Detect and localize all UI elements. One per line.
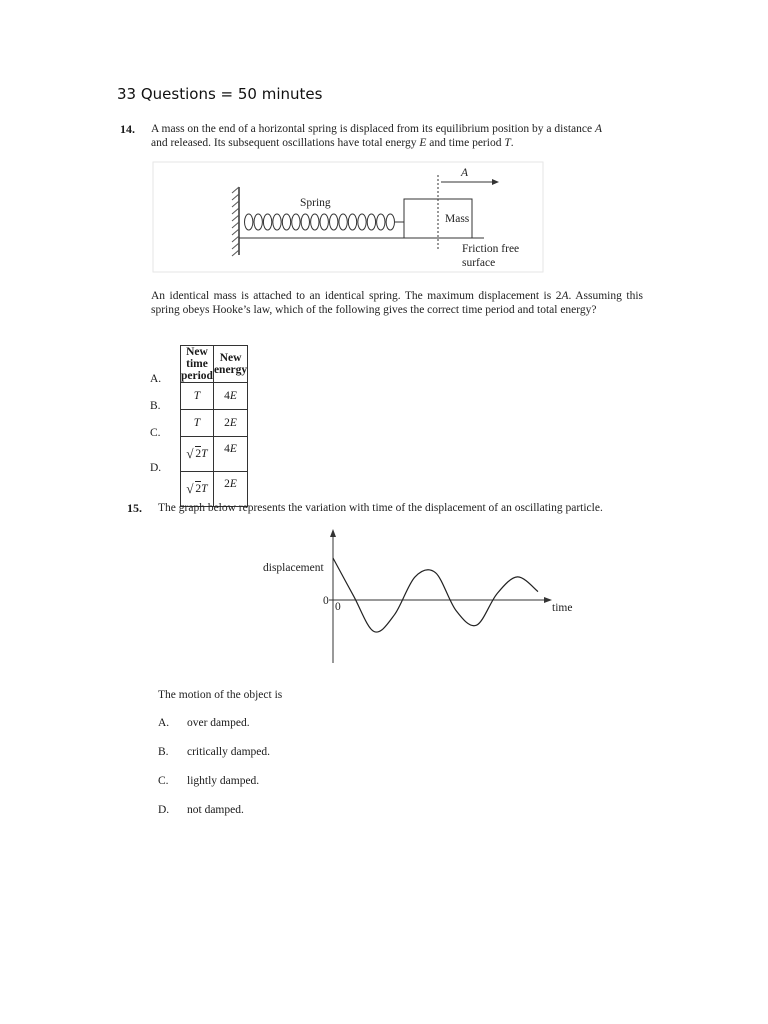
wall-icon — [232, 187, 239, 256]
q14-line2a: and released. Its subsequent oscillations have total energy — [151, 137, 420, 149]
spring-coil — [367, 214, 375, 230]
arrow-label: A — [461, 167, 469, 179]
spring-coil — [358, 214, 366, 230]
origin-y-label: 0 — [323, 595, 329, 607]
choice-text-a[interactable]: over damped. — [187, 717, 250, 729]
choice-letter-b: B. — [158, 746, 169, 758]
spring-coil — [330, 214, 338, 230]
table-row[interactable]: T 4E — [181, 383, 248, 410]
q14-var-a: A — [594, 123, 602, 135]
arrow-head-icon — [492, 179, 499, 185]
spring-coil — [254, 214, 262, 230]
option-letter-d: D. — [150, 462, 162, 474]
question-15-number: 15. — [127, 501, 142, 515]
table-row[interactable]: √ 2T 4E — [181, 437, 248, 472]
spring-coil — [320, 214, 328, 230]
choice-text-d[interactable]: not damped. — [187, 804, 244, 816]
choice-text-b[interactable]: critically damped. — [187, 746, 271, 758]
table-header-energy: New energy — [213, 346, 247, 383]
spring-coil — [339, 214, 347, 230]
displacement-time-graph — [255, 525, 585, 670]
table-row[interactable]: T 2E — [181, 410, 248, 437]
origin-x-label: 0 — [335, 601, 341, 613]
spring-coil — [263, 214, 271, 230]
spring-coil — [377, 214, 385, 230]
question-14-number: 14. — [120, 122, 135, 136]
question-14-text — [151, 122, 646, 150]
spring-coil — [273, 214, 281, 230]
choice-letter-d: D. — [158, 804, 170, 816]
spring-coil — [301, 214, 309, 230]
x-axis-arrow-icon — [544, 597, 552, 603]
question-14-paragraph: An identical mass is attached to an identical spring. The maximum displacement is 2A. Assuming this spring obeys Hooke’s law, which of the following gives the correct time period and total energy? — [151, 290, 643, 316]
surface-label-1: Friction free — [462, 243, 520, 255]
series-line — [333, 558, 538, 632]
option-letter-a: A. — [150, 373, 162, 385]
q14-line1: A mass on the end of a horizontal spring is displaced from its equilibrium position by a distance — [151, 123, 595, 135]
question-15-text: The graph below represents the variation with time of the displacement of an oscillating particle. — [158, 502, 603, 514]
table-header-period: New time period — [181, 346, 213, 382]
q14-var-t: T — [504, 137, 511, 149]
surface-label-2: surface — [462, 257, 496, 269]
spring-coil — [245, 214, 253, 230]
q14-line2b: and time period — [426, 137, 505, 149]
spring-coil — [282, 214, 290, 230]
choice-text-c[interactable]: lightly damped. — [187, 775, 260, 787]
spring-coil-icon — [245, 214, 395, 230]
choice-letter-a: A. — [158, 717, 170, 729]
option-letter-b: B. — [150, 400, 161, 412]
page-header: 33 Questions = 50 minutes — [117, 85, 323, 103]
x-axis-label: time — [552, 602, 573, 614]
table-row[interactable]: √ 2T 2E — [181, 472, 248, 507]
spring-diagram — [150, 160, 550, 275]
y-axis-arrow-icon — [330, 529, 336, 537]
option-letter-c: C. — [150, 427, 161, 439]
options-table — [180, 345, 248, 507]
diagram-frame — [153, 162, 543, 272]
spring-coil — [348, 214, 356, 230]
spring-coil — [311, 214, 319, 230]
question-15-stem: The motion of the object is — [158, 689, 283, 701]
y-axis-label: displacement — [263, 562, 324, 574]
q14-period: . — [510, 137, 514, 149]
q14-var-e: E — [419, 137, 427, 149]
spring-coil — [292, 214, 300, 230]
spring-label: Spring — [300, 197, 331, 209]
mass-label: Mass — [445, 213, 470, 225]
choice-letter-c: C. — [158, 775, 169, 787]
spring-coil — [386, 214, 394, 230]
